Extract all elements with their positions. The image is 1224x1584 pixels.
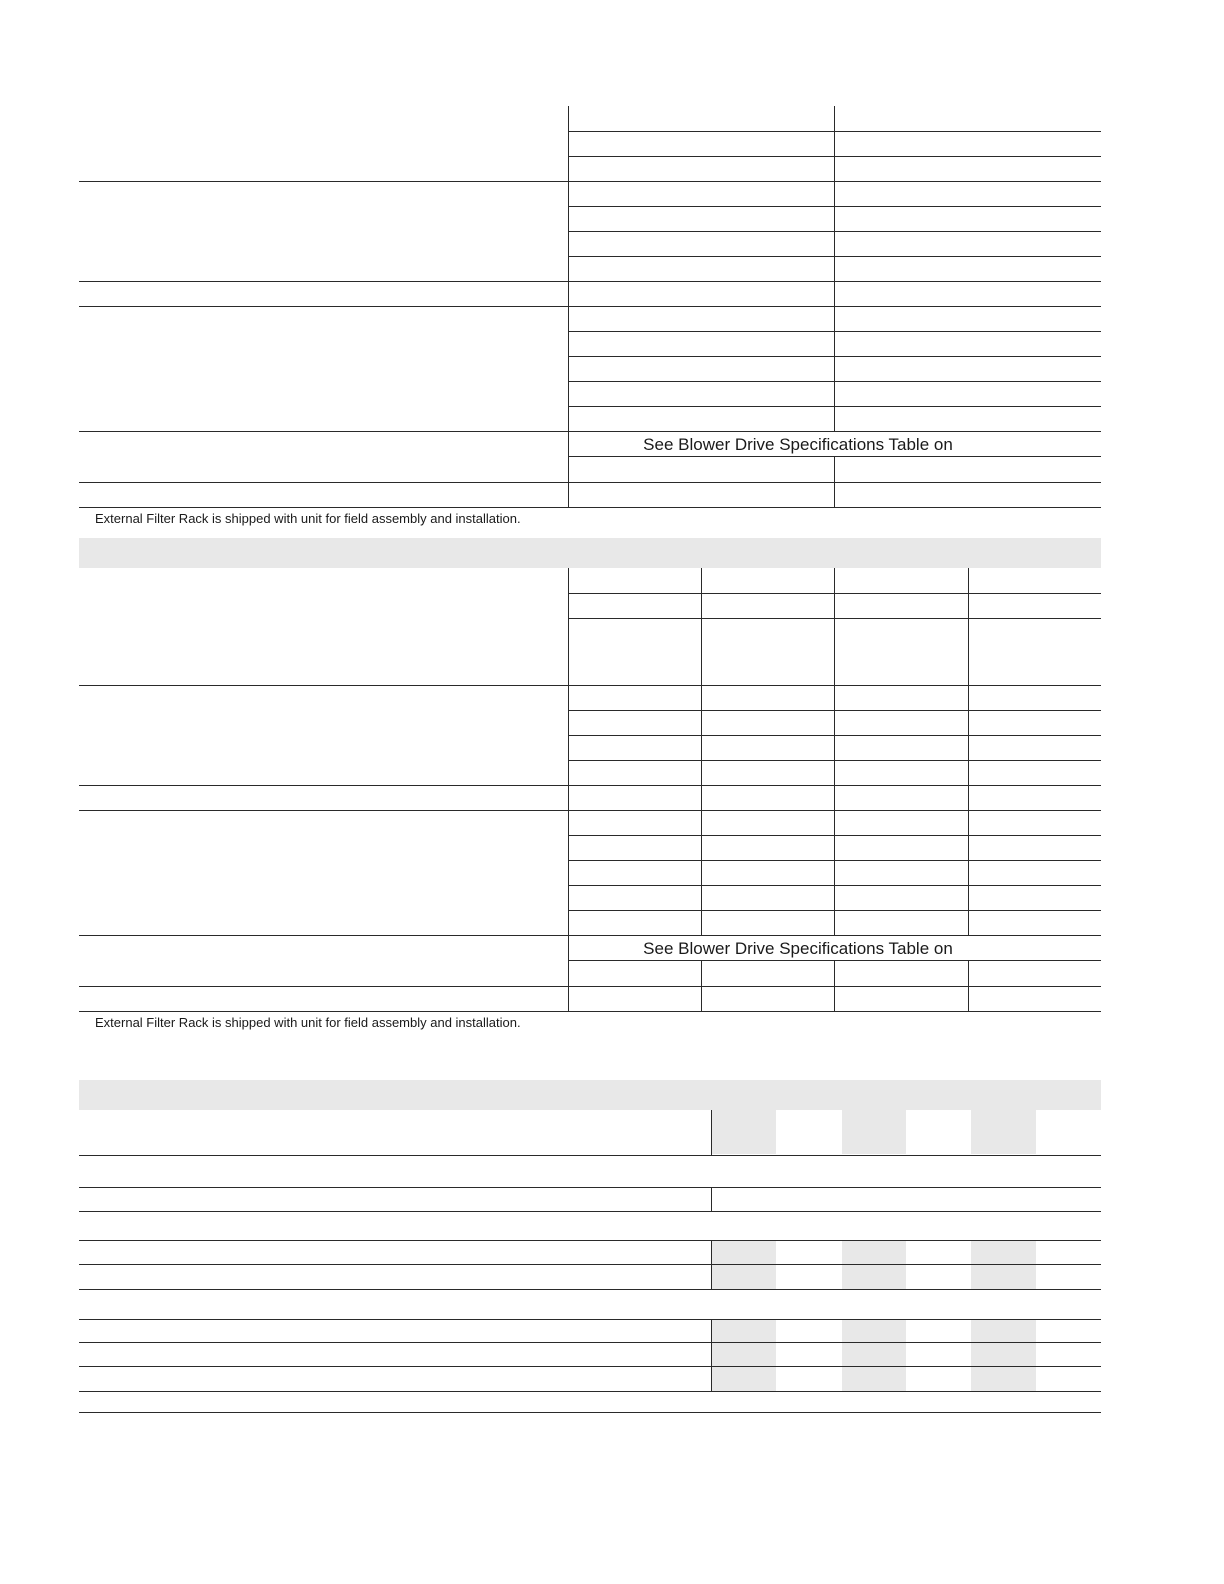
- table-2-row-line: [568, 593, 1101, 594]
- shaded-column-block: [842, 1241, 906, 1289]
- table-1-row-line: [79, 306, 1101, 307]
- table-1-row-line: [79, 431, 1101, 432]
- table-2-row-line: [568, 760, 1101, 761]
- table-2-row-line: [79, 935, 1101, 936]
- table-3-row-line: [79, 1391, 1101, 1392]
- table-3-divider: [711, 1319, 712, 1391]
- table-1-row-line: [568, 381, 1101, 382]
- table-1-row-line: [568, 456, 1101, 457]
- table-3-row-line: [79, 1211, 1101, 1212]
- table-2-divider: [968, 568, 969, 936]
- table-3-row-line: [79, 1319, 1101, 1320]
- table-3-row-line: [79, 1366, 1101, 1367]
- table-2-row-line: [568, 960, 1101, 961]
- table-2-row-line: [568, 835, 1101, 836]
- table-1-row-line: [568, 131, 1101, 132]
- table-2-row-line: [79, 685, 1101, 686]
- table-1-row-line: [568, 231, 1101, 232]
- table-3-divider: [711, 1187, 712, 1211]
- table-1-blower-note: See Blower Drive Specifications Table on: [643, 435, 953, 454]
- table-2-row-line: [568, 860, 1101, 861]
- table-2-row-line: [568, 735, 1101, 736]
- table-2-row-line: [568, 618, 1101, 619]
- table-1-divider: [834, 106, 835, 432]
- table-2-row-line: [79, 986, 1101, 987]
- table-1-row-line: [79, 507, 1101, 508]
- table-1-row-line: [79, 181, 1101, 182]
- table-3-row-line: [79, 1264, 1101, 1265]
- shaded-column-block: [712, 1110, 776, 1154]
- shaded-column-block: [971, 1110, 1036, 1154]
- table-3-divider: [711, 1241, 712, 1289]
- table-2-footnote: External Filter Rack is shipped with unit for field assembly and installation.: [95, 1015, 521, 1030]
- table-1-row-line: [568, 406, 1101, 407]
- shaded-column-block: [712, 1241, 776, 1289]
- shaded-column-block: [712, 1319, 776, 1391]
- table-1-row-line: [568, 156, 1101, 157]
- table-1-row-line: [568, 206, 1101, 207]
- table-3-row-line: [79, 1412, 1101, 1413]
- table-1-row-line: [568, 356, 1101, 357]
- table-2-row-line: [568, 885, 1101, 886]
- table-2-row-line: [568, 710, 1101, 711]
- table-2-header-band: [79, 538, 1101, 568]
- table-1-footnote: External Filter Rack is shipped with unit for field assembly and installation.: [95, 511, 521, 526]
- table-1-row-line: [568, 256, 1101, 257]
- table-3-row-line: [79, 1240, 1101, 1241]
- table-3-row-line: [79, 1342, 1101, 1343]
- table-2-divider: [834, 568, 835, 936]
- table-3-header-band: [79, 1080, 1101, 1110]
- table-3-row-line: [79, 1187, 1101, 1188]
- table-1-row-line: [568, 331, 1101, 332]
- shaded-column-block: [842, 1319, 906, 1391]
- table-1-row-line: [79, 281, 1101, 282]
- shaded-column-block: [971, 1241, 1036, 1289]
- table-3-divider: [711, 1110, 712, 1155]
- table-2-row-line: [79, 785, 1101, 786]
- table-2-row-line: [568, 910, 1101, 911]
- table-1-row-line: [79, 482, 1101, 483]
- table-3-row-line: [79, 1289, 1101, 1290]
- table-2-row-line: [79, 1011, 1101, 1012]
- table-2-divider: [701, 568, 702, 936]
- shaded-column-block: [842, 1110, 906, 1154]
- table-3-row-line: [79, 1155, 1101, 1156]
- table-2-row-line: [79, 810, 1101, 811]
- shaded-column-block: [971, 1319, 1036, 1391]
- table-2-blower-note: See Blower Drive Specifications Table on: [643, 939, 953, 958]
